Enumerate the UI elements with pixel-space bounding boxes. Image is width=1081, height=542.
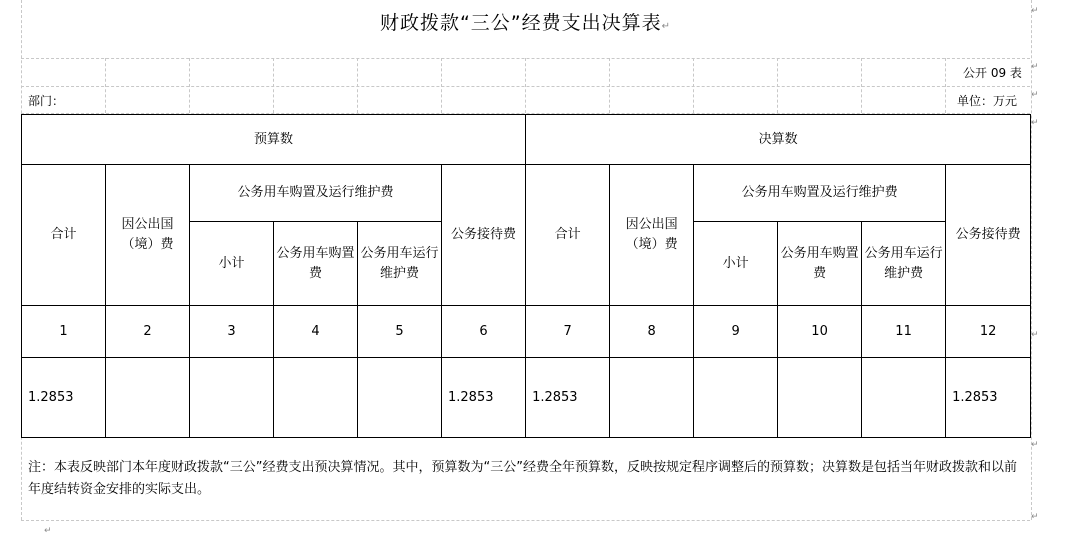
budget-vehicle-purchase-header: 公务用车购置费: [274, 222, 358, 306]
column-number: 10: [778, 306, 862, 358]
guide-line: [861, 58, 862, 113]
guide-line: [105, 58, 106, 113]
value-cell: 1.2853: [526, 358, 610, 438]
budget-overseas-header: 因公出国（境）费: [106, 165, 190, 306]
unit-label: 单位：万元: [957, 94, 1018, 108]
column-number: 2: [106, 306, 190, 358]
guide-line: [693, 58, 694, 113]
guide-line: [945, 58, 946, 113]
column-number-row: [22, 306, 1031, 358]
budget-header: 预算数: [22, 115, 526, 165]
column-number: 7: [526, 306, 610, 358]
guide-line: [525, 58, 526, 113]
value-cell: [106, 358, 190, 438]
guide-line: [441, 58, 442, 113]
column-number: 12: [946, 306, 1031, 358]
final-header: 决算数: [526, 115, 1031, 165]
value-cell: [274, 358, 358, 438]
value-cell: [694, 358, 778, 438]
value-cell: [190, 358, 274, 438]
value-cell: 1.2853: [22, 358, 106, 438]
guide-line: [609, 58, 610, 113]
document-title: 财政拨款“三公”经费支出决算表↵: [379, 12, 672, 34]
budget-total-header: 合计: [22, 165, 106, 306]
value-cell: [862, 358, 946, 438]
guide-line: [189, 58, 190, 113]
column-number: 8: [610, 306, 694, 358]
value-row: [22, 358, 1031, 438]
final-subtotal-header: 小计: [694, 222, 778, 306]
value-cell: [778, 358, 862, 438]
value-cell: [610, 358, 694, 438]
final-vehicle-operation-header: 公务用车运行维护费: [862, 222, 946, 306]
guide-line: [273, 58, 274, 113]
column-number: 5: [358, 306, 442, 358]
row-end-mark: ↵: [1031, 440, 1039, 450]
final-total-header: 合计: [526, 165, 610, 306]
budget-subtotal-header: 小计: [190, 222, 274, 306]
final-vehicle-purchase-header: 公务用车购置费: [778, 222, 862, 306]
value-cell: 1.2853: [946, 358, 1031, 438]
row-end-mark: ↵: [1031, 62, 1039, 72]
row-end-mark: ↵: [1031, 512, 1039, 522]
table-note: 注：本表反映部门本年度财政拨款“三公”经费支出预决算情况。其中，预算数为“三公”经费全年预算数，反映按规定程序调整后的预算数；决算数是包括当年财政拨款和以前年度结转资金安排的实际支出。: [28, 460, 1017, 497]
budget-vehicle-operation-header: 公务用车运行维护费: [358, 222, 442, 306]
row-end-mark: ↵: [1031, 90, 1039, 100]
row-end-mark: ↵: [1031, 330, 1039, 340]
column-number: 9: [694, 306, 778, 358]
final-reception-header: 公务接待费: [946, 165, 1031, 306]
paragraph-mark: ↵: [44, 526, 52, 536]
guide-line: [21, 520, 1030, 521]
final-vehicle-header: 公务用车购置及运行维护费: [694, 165, 946, 222]
row-end-mark: ↵: [1031, 118, 1039, 128]
table-id: 公开 09 表: [963, 66, 1022, 80]
column-number: 3: [190, 306, 274, 358]
column-number: 1: [22, 306, 106, 358]
column-number: 4: [274, 306, 358, 358]
budget-vehicle-header: 公务用车购置及运行维护费: [190, 165, 442, 222]
column-number: 11: [862, 306, 946, 358]
value-cell: 1.2853: [442, 358, 526, 438]
three-public-expense-table: [21, 114, 1031, 438]
value-cell: [358, 358, 442, 438]
guide-line: [777, 58, 778, 113]
guide-line: [357, 58, 358, 113]
column-number: 6: [442, 306, 526, 358]
budget-reception-header: 公务接待费: [442, 165, 526, 306]
final-overseas-header: 因公出国（境）费: [610, 165, 694, 306]
row-end-mark: ↵: [1031, 6, 1039, 16]
department-label: 部门：: [28, 94, 65, 108]
